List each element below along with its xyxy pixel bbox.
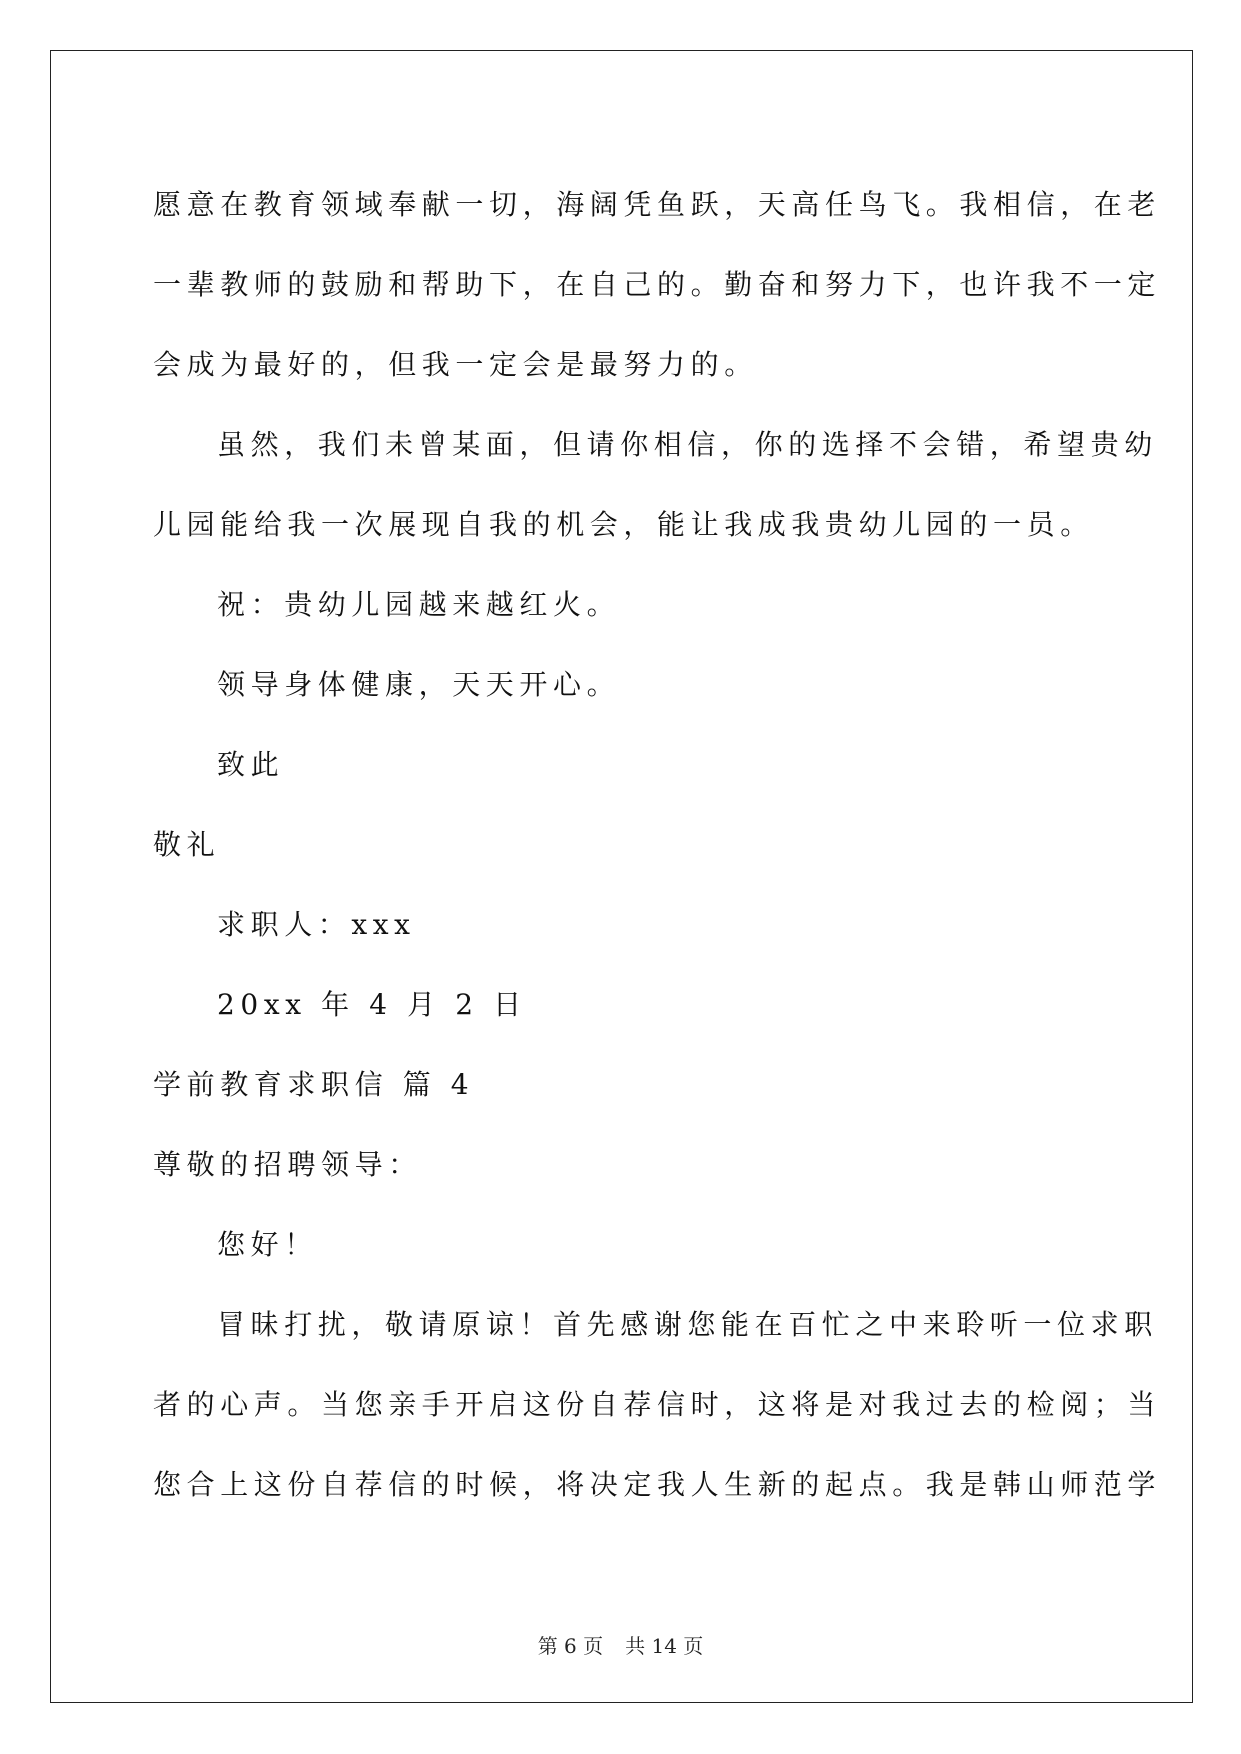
text-line: 愿意在教育领域奉献一切，海阔凭鱼跃，天高任鸟飞。我相信，在老 bbox=[153, 188, 1162, 221]
text-line: 领导身体健康，天天开心。 bbox=[217, 668, 621, 701]
text-line: 冒昧打扰，敬请原谅！首先感谢您能在百忙之中来聆听一位求职 bbox=[217, 1308, 1158, 1341]
text-line: 求职人：xxx bbox=[217, 908, 416, 941]
text-line: 您合上这份自荐信的时候，将决定我人生新的起点。我是韩山师范学 bbox=[153, 1468, 1162, 1501]
section-heading: 学前教育求职信 篇 4 bbox=[153, 1068, 475, 1101]
text-line: 儿园能给我一次展现自我的机会，能让我成我贵幼儿园的一员。 bbox=[153, 508, 1094, 541]
salutation: 尊敬的招聘领导： bbox=[153, 1148, 422, 1181]
text-line: 祝：贵幼儿园越来越红火。 bbox=[217, 588, 621, 621]
text-line: 一辈教师的鼓励和帮助下，在自己的。勤奋和努力下，也许我不一定 bbox=[153, 268, 1162, 301]
text-line: 虽然，我们未曾某面，但请你相信，你的选择不会错，希望贵幼 bbox=[217, 428, 1158, 461]
text-line: 您好！ bbox=[217, 1228, 318, 1261]
text-line: 会成为最好的，但我一定会是最努力的。 bbox=[153, 348, 758, 381]
page-number: 第 6 页 bbox=[537, 1634, 604, 1658]
page-footer bbox=[0, 1630, 1241, 1659]
page-total: 共 14 页 bbox=[625, 1634, 704, 1658]
text-line: 致此 bbox=[217, 748, 285, 781]
text-line: 敬礼 bbox=[153, 828, 221, 861]
text-line: 20xx 年 4 月 2 日 bbox=[217, 988, 527, 1021]
document-body bbox=[153, 165, 1162, 1525]
text-line: 者的心声。当您亲手开启这份自荐信时，这将是对我过去的检阅；当 bbox=[153, 1388, 1162, 1421]
